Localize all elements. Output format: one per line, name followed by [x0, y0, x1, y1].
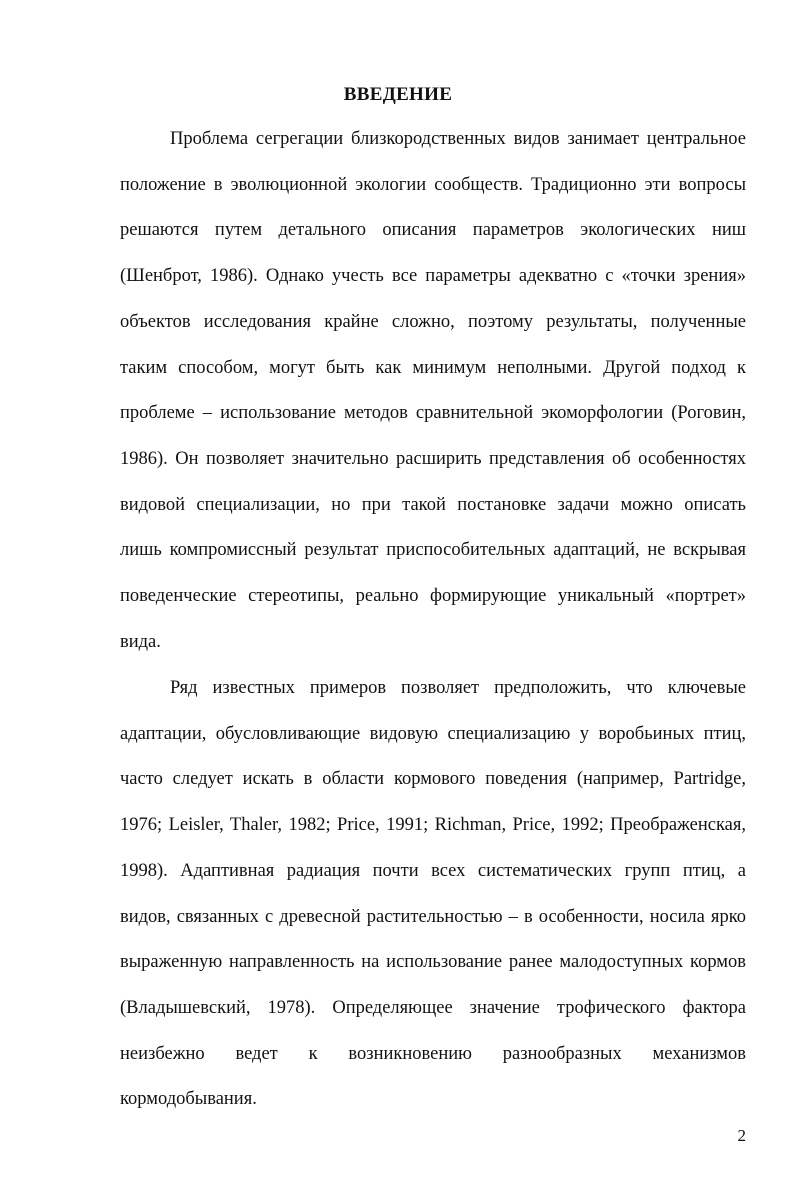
paragraph-line: вида.	[120, 631, 161, 652]
paragraph-line: решаются путем детального описания параметров экологических ниш	[120, 220, 746, 241]
paragraph-line: 1998). Адаптивная радиация почти всех систематических групп птиц, а	[120, 860, 746, 881]
paragraph-line: поведенческие стереотипы, реально формирующие уникальный «портрет»	[120, 586, 746, 607]
paragraph-line: (Владышевский, 1978). Определяющее значение трофического фактора	[120, 997, 746, 1018]
paragraph-line: 1986). Он позволяет значительно расширить представления об особенностях	[120, 448, 746, 469]
paragraph-line: неизбежно ведет к возникновению разнообразных механизмов	[120, 1043, 746, 1064]
paragraph-line: положение в эволюционной экологии сообществ. Традиционно эти вопросы	[120, 174, 746, 195]
paragraph-line: 1976; Leisler, Thaler, 1982; Price, 1991; Richman, Price, 1992; Преображенская,	[120, 815, 746, 836]
paragraph-line: часто следует искать в области кормового поведения (например, Partridge,	[120, 769, 746, 790]
paragraph-line: таким способом, могут быть как минимум неполными. Другой подход к	[120, 357, 746, 378]
paragraph-line: (Шенброт, 1986). Однако учесть все параметры адекватно с «точки зрения»	[120, 266, 746, 287]
paragraph-line: лишь компромиссный результат приспособительных адаптаций, не вскрывая	[120, 540, 746, 561]
page-number: 2	[737, 1126, 746, 1145]
paragraph-1	[120, 117, 746, 665]
paragraph-line: выраженную направленность на использование ранее малодоступных кормов	[120, 952, 746, 973]
paragraph-line: Ряд известных примеров позволяет предположить, что ключевые	[170, 678, 746, 698]
section-title: ВВЕДЕНИЕ	[343, 84, 453, 105]
paragraph-line: проблеме – использование методов сравнительной экоморфологии (Роговин,	[120, 403, 746, 424]
paragraph-line: Проблема сегрегации близкородственных видов занимает центральное	[170, 129, 746, 149]
paragraph-line: объектов исследования крайне сложно, поэтому результаты, полученные	[120, 311, 746, 332]
paragraph-line: видовой специализации, но при такой постановке задачи можно описать	[120, 494, 746, 515]
paragraph-line: адаптации, обусловливающие видовую специализацию у воробьиных птиц,	[120, 723, 746, 744]
paragraph-line: видов, связанных с древесной растительностью – в особенности, носила ярко	[120, 906, 746, 927]
paragraph-line: кормодобывания.	[120, 1089, 257, 1110]
paragraph-2	[120, 666, 746, 1123]
